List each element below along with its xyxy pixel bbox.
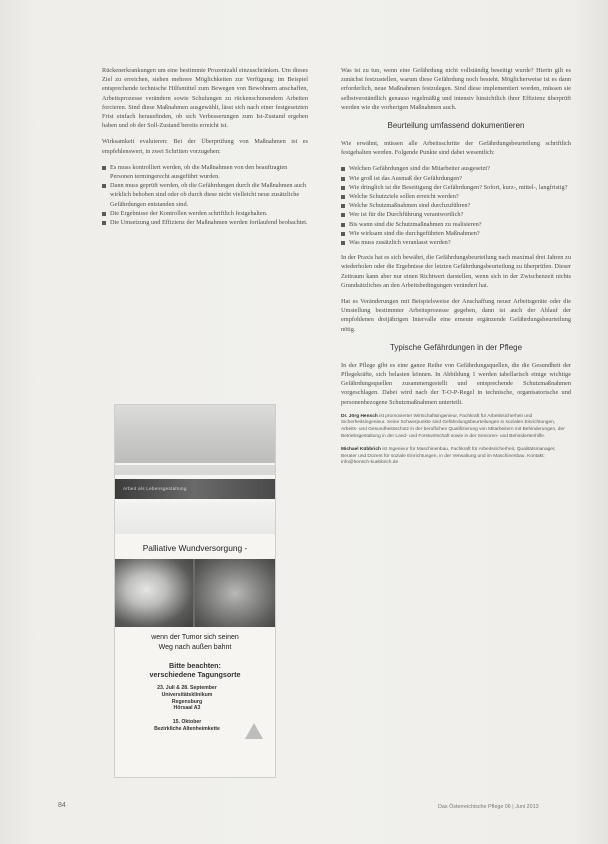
ad-subtitle-line-2: Weg nach außen bahnt (158, 644, 232, 651)
ad-date-line: Regensburg (171, 698, 203, 705)
ad-dates (133, 685, 241, 733)
ad-photo-right (195, 559, 275, 627)
ad-date-line: 23. Juli & 28. September (157, 685, 217, 691)
ad-photo-left (115, 559, 193, 627)
list-item: Wie wirksam sind die durchgeführten Maßnahmen? (341, 229, 571, 238)
list-item: Wer ist für die Durchführung verantwortlich? (341, 210, 571, 219)
author-name-1: Dr. Jörg Hensch (341, 413, 378, 419)
list-item: Was muss zusätzlich veranlasst werden? (341, 238, 571, 247)
right-bullet-list (341, 164, 571, 247)
right-paragraph-2: Wie erwähnt, müssen alle Arbeitsschritte der Gefährdungsbeurteilung schriftlich festgehalten werden. Folgende Punkte sind dabei wesentlich: (341, 140, 571, 157)
list-item: Dann muss geprüft werden, ob die Gefährdungen durch die Maßnahmen auch wirklich behoben sind oder ob durch diese nicht vielleicht neue zusätzliche Gefährdungen entstanden sind. (102, 181, 308, 209)
ad-header-image (115, 405, 275, 463)
ad-date-line: Bezirkliche Altenheimkette (154, 725, 220, 732)
list-item: Welchen Gefährdungen sind die Mitarbeiter ausgesetzt? (341, 164, 571, 173)
author-text-1: ist promovierter Wirtschaftsingenieur, Fachkraft für Arbeitssicherheit und Sicherheitsingenieur. Seine Schwerpunkte sind Gefährdungsbeurteilungen in sozialen Einrichtungen, Arbeits- und Gesundheitsschutz in der beruflichen Qualifizierung von Mitarbeitern mit Behinderungen, der Betriebsgestaltung in der Land- und Forstwirtschaft sowie in der Senioren- und Behindertenhilfe. (341, 413, 565, 439)
ad-title: Palliative Wundversorgung - (142, 543, 248, 553)
author-bio-2 (341, 447, 571, 467)
list-item: Es muss kontrolliert werden, ob die Maßnahmen von den beauftragten Personen termingerecht ausgeführt wurden. (102, 163, 308, 181)
ad-notice-line-2: verschiedene Tagungsorte (149, 670, 241, 679)
ad-divider (115, 465, 275, 475)
ad-notice-line-1: Bitte beachten: (169, 661, 221, 670)
right-paragraph-4: Hat es Veränderungen mit Beispielsweise der Anschaffung neuer Arbeitsgeräte oder die Umstellung bestimmter Arbeitsprozesse gegeben, dann ist auch der Ablauf der empfohlenen dreijährigen Intervalle eine erneute ergänzende Gefährdungsbeurteilung nötig. (341, 298, 571, 333)
section-heading-documentation: Beurteilung umfassend dokumentieren (387, 121, 525, 131)
list-item: Wie groß ist das Ausmaß der Gefährdungen? (341, 174, 571, 183)
list-item: Die Umsetzung und Effizienz der Maßnahmen werden fortlaufend beobachtet. (102, 218, 308, 227)
list-item: Welche Schutzziele sollen erreicht werden? (341, 192, 571, 201)
ad-date-line: Hörsaal A3 (173, 705, 201, 712)
ad-date-line: 15. Oktober (172, 718, 202, 725)
page-footer: Das Österreichische Pflege 06 | Juni 2013 (438, 804, 539, 810)
ad-date-line: Universitätsklinikum (161, 691, 213, 698)
left-paragraph-2: Wirksamkeit evaluieren: Bei der Überprüfung von Maßnahmen ist es empfehlenswert, in zwei Schritten vorzugehen: (102, 138, 308, 155)
section-heading-hazards: Typische Gefährdungen in der Pflege (389, 342, 523, 352)
ad-date-line (133, 712, 241, 719)
author-name-2: Michael Kübbrich (341, 447, 381, 453)
ad-notice (115, 661, 275, 679)
ad-logo-icon (245, 723, 263, 739)
list-item: Welche Schutzmaßnahmen sind durchzuführen? (341, 201, 571, 210)
list-item: Bis wann sind die Schutzmaßnahmen zu realisieren? (341, 220, 571, 229)
author-text-2: ist Ingenieur für Maschinenbau, Fachkraft für Arbeitssicherheit, Qualitätsmanager, Berater und Dozent für soziale Einrichtungen, in der Verwaltung und im Maschinenbau. Kontakt: info@hensch-kuebbrich.de (341, 447, 556, 466)
left-paragraph-1: Rückenerkrankungen um eine bestimmte Prozentzahl einzuschränken. Um dieses Ziel zu erreichen, stehen mehrere Möglichkeiten zur Verfügung: im Beispiel entsprechende technische Hilfsmittel zum Bewegen von Bewohnern anschaffen, Arbeitsprozesse verändern sowie Schulungen zu rückenschonendem Arbeiten forcieren. Sind diese Maßnahmen ausgewählt, lässt sich nach einer festgesetzten Frist einfach herausfinden, ob sich Verbesserungen zum Ist-Zustand ergeben haben und ob der Soll-Zustand bereits erreicht ist. (102, 67, 308, 130)
page-number: 84 (58, 802, 66, 809)
left-bullet-list (102, 163, 308, 227)
ad-light-stripe (115, 502, 275, 534)
author-bio-1 (341, 414, 571, 440)
ad-bar-text: Arbeit als Lebensgestaltung (123, 486, 187, 491)
list-item: Wie dringlich ist die Beseitigung der Gefährdungen? Sofort, kurz-, mittel-, langfristig? (341, 183, 571, 192)
advertisement (114, 404, 276, 778)
left-column (102, 66, 308, 233)
ad-subtitle (115, 633, 275, 653)
right-paragraph-3: In der Praxis hat es sich bewährt, die Gefährdungsbeurteilung nach maximal drei Jahren zu wiederholen oder die Ergebnisse der letzten Gefährdungsbeurteilung zu überprüfen. Dieser Zeitraum kann aber nur einen Richtwert darstellen, wenn sich in der Zwischenzeit nichts Grundsätzliches an den Arbeitsbedingungen verändert hat. (341, 254, 571, 289)
right-paragraph-1: Was ist zu tun, wenn eine Gefährdung nicht vollständig beseitigt wurde? Hierin gilt es zunächst festzustellen, warum diese Gefährdung noch besteht. Möglicherweise ist es dann erforderlich, neue Maßnahmen festzulegen. Sind diese implementiert worden, müssen sie selbstverständlich genauso regelmäßig und intensiv hinsichtlich ihrer Effizienz überprüft werden wie die vorherigen Maßnahmen auch. (341, 67, 571, 111)
ad-subtitle-line-1: wenn der Tumor sich seinen (151, 634, 239, 641)
ad-photo (115, 559, 275, 627)
right-column (341, 66, 571, 474)
list-item: Die Ergebnisse der Kontrollen werden schriftlich festgehalten. (102, 209, 308, 218)
right-paragraph-5: In der Pflege gibt es eine ganze Reihe von Gefährdungsquellen, die die Gesundheit der Pflegekräfte, sich belasten können. In Abbildung 1 werden tabellarisch einige wichtige Gefährdungsquellen zusammengestellt und entsprechende Schutzmaßnahmen vorgeschlagen. Dabei wird nach der T-O-P-Regel in technische, organisatorische und personenbezogene Schutzmaßnahmen unterteilt. (341, 361, 571, 406)
